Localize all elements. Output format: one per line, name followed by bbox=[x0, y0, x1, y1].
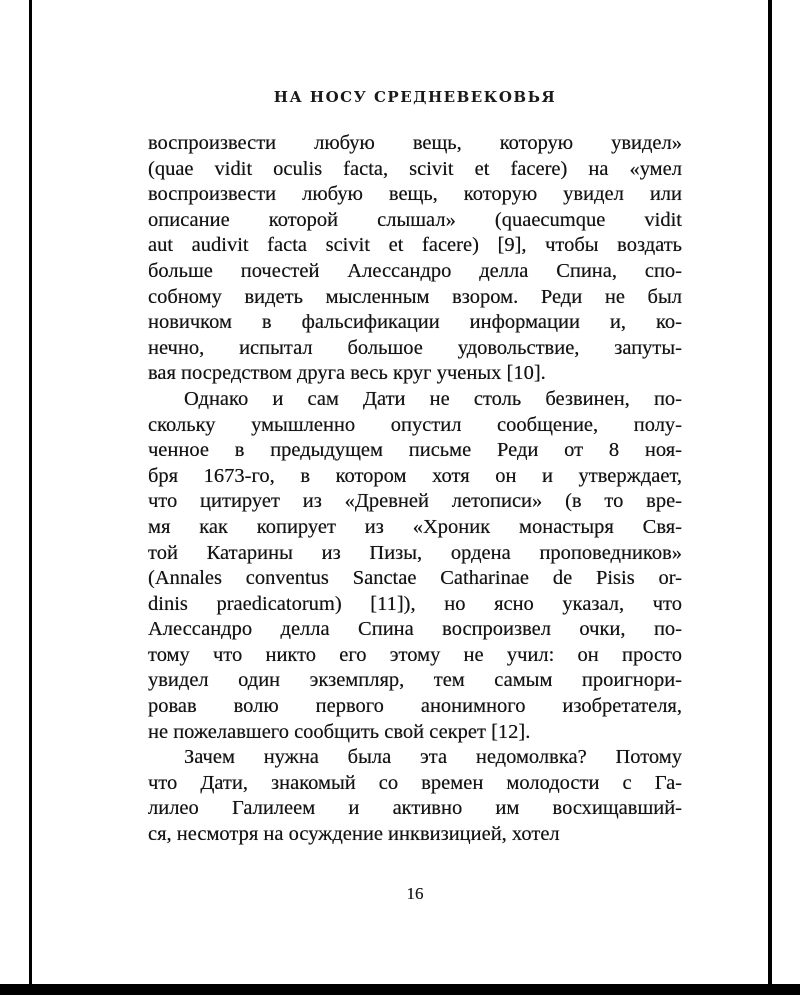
text-line: что Дати, знакомый со времен молодости с Га- bbox=[148, 771, 682, 794]
text-line: той Катарины из Пизы, ордена проповедников» bbox=[148, 541, 682, 564]
text-line: воспроизвести любую вещь, которую увидел или bbox=[148, 183, 682, 206]
text-line: что цитирует из «Древней летописи» (в то вре- bbox=[148, 490, 682, 513]
paragraph bbox=[148, 745, 682, 847]
text-line: описание которой слышал» (quaecumque vidit bbox=[148, 208, 682, 231]
text-line: собному видеть мысленным взором. Реди не был bbox=[148, 285, 682, 308]
text-line: увидел один экземпляр, тем самым проигнори- bbox=[148, 669, 682, 692]
paragraph bbox=[148, 131, 682, 387]
text-line: тому что никто его этому не учил: он просто bbox=[148, 643, 682, 666]
text-line: ченное в предыдущем письме Реди от 8 ноя- bbox=[148, 439, 682, 462]
scan-edge-bottom bbox=[0, 984, 800, 995]
text-line: лилео Галилеем и активно им восхищавший- bbox=[148, 797, 682, 820]
text-line: ся, несмотря на осуждение инквизицией, хотел bbox=[148, 823, 560, 846]
page-number: 16 bbox=[406, 884, 424, 903]
text-block bbox=[148, 131, 682, 848]
text-line: скольку умышленно опустил сообщение, полу- bbox=[148, 413, 682, 436]
text-line: больше почестей Алессандро делла Спина, спо- bbox=[148, 259, 682, 282]
text-line: (quae vidit oculis facta, scivit et facere) на «умел bbox=[148, 157, 682, 180]
running-head: НА НОСУ СРЕДНЕВЕКОВЬЯ bbox=[273, 88, 557, 106]
text-line: Зачем нужна была эта недомолвка? Потому bbox=[184, 746, 682, 769]
text-line: нечно, испытал большое удовольствие, запуты- bbox=[148, 336, 682, 359]
scan-edge-left bbox=[29, 0, 32, 995]
text-line: мя как копирует из «Хроник монастыря Свя- bbox=[148, 515, 682, 538]
text-line: ровав волю первого анонимного изобретателя, bbox=[148, 695, 682, 718]
text-line: бря 1673-го, в котором хотя он и утверждает, bbox=[148, 464, 682, 487]
text-line: новичком в фальсификации информации и, ко- bbox=[148, 311, 682, 334]
text-line: воспроизвести любую вещь, которую увидел» bbox=[148, 132, 682, 154]
text-line: aut audivit facta scivit et facere) [9], чтобы воздать bbox=[148, 234, 682, 257]
paragraph bbox=[148, 387, 682, 745]
text-line: Однако и сам Дати не столь безвинен, по- bbox=[184, 387, 682, 410]
text-line: Алессандро делла Спина воспроизвел очки, по- bbox=[148, 618, 682, 641]
text-line: dinis praedicatorum) [11]), но ясно указал, что bbox=[148, 592, 682, 615]
text-line: вая посредством друга весь круг ученых [10]. bbox=[148, 362, 546, 385]
scan-edge-right bbox=[768, 0, 772, 995]
text-line: не пожелавшего сообщить свой секрет [12]. bbox=[148, 720, 531, 743]
text-line: (Annales conventus Sanctae Catharinae de Pisis or- bbox=[148, 567, 682, 590]
